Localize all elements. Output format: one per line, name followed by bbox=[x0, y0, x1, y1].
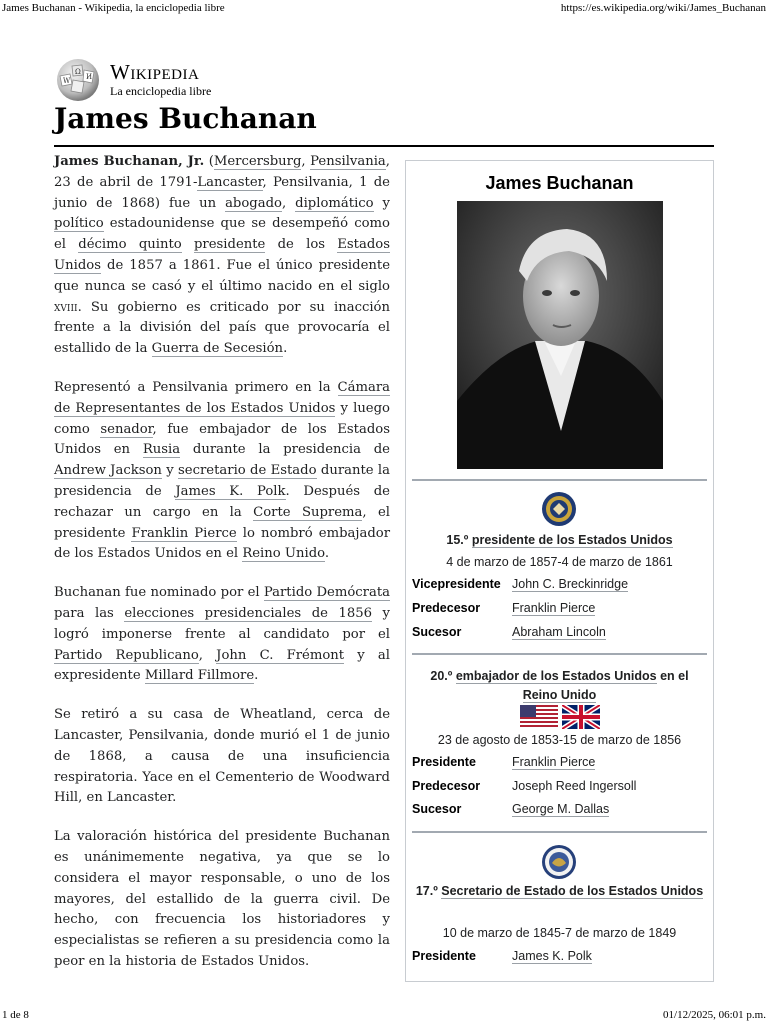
office-title-president bbox=[412, 531, 707, 550]
office-title-ambassador: 20.º embajador de los Estados Unidos en el Reino Unido bbox=[430, 669, 689, 702]
print-header-url: https://es.wikipedia.org/wiki/James_Buchanan bbox=[560, 2, 766, 14]
article-link[interactable]: secretario de Estado bbox=[178, 463, 317, 479]
article-text: y bbox=[161, 463, 179, 479]
row-label: Predecesor bbox=[412, 779, 481, 793]
article-text bbox=[182, 237, 194, 252]
article-text: de los bbox=[265, 237, 338, 253]
article-text: . bbox=[324, 546, 330, 562]
article-text: y bbox=[373, 195, 390, 211]
article-text: para las bbox=[54, 605, 125, 621]
wikipedia-globe-icon bbox=[54, 56, 102, 104]
print-header bbox=[0, 0, 768, 18]
article-text: . Después de rechazar un cargo en la bbox=[54, 483, 390, 520]
article-paragraph bbox=[54, 827, 390, 973]
article-text: durante la presidencia de bbox=[180, 442, 390, 458]
article-paragraph bbox=[54, 152, 390, 360]
article-link[interactable]: décimo quinto bbox=[78, 237, 182, 253]
wikipedia-tagline: La enciclopedia libre bbox=[110, 84, 212, 98]
article-text: ( bbox=[204, 154, 214, 169]
article-text: . bbox=[254, 668, 259, 684]
article-paragraph bbox=[54, 705, 390, 809]
wikipedia-logo[interactable] bbox=[54, 56, 254, 106]
article-text: y luego como bbox=[54, 400, 390, 437]
print-footer bbox=[0, 1006, 768, 1024]
print-header-title: James Buchanan - Wikipedia, la enciclopedia libre bbox=[2, 2, 225, 14]
article-link[interactable]: presidente bbox=[193, 237, 266, 253]
article-link[interactable]: Rusia bbox=[142, 442, 181, 458]
article-link[interactable]: Andrew Jackson bbox=[54, 463, 162, 479]
article-link[interactable]: Cámara de Representantes de los Estados Unidos bbox=[54, 379, 390, 416]
office-link-ambassador[interactable]: embajador de los Estados Unidos bbox=[455, 669, 657, 683]
article-text: La valoración histórica del presidente Buchanan es unánimemente negativa, ya que se lo considera el mayor responsable, o uno de los mayores, del estallido de la guerra civil. De hecho, con frecuencia los historiadores y especialistas se refieren a su presidencia como la peor en la historia de Estados Unidos. bbox=[54, 829, 390, 969]
article-link[interactable]: Millard Fillmore bbox=[144, 668, 255, 684]
article-text: xviii bbox=[54, 299, 78, 315]
article-text: estadounidense que se desempeñó como el bbox=[54, 216, 390, 253]
print-datetime: 01/12/2025, 06:01 p.m. bbox=[663, 1009, 766, 1021]
article-paragraph bbox=[54, 378, 390, 565]
article-paragraph bbox=[54, 583, 390, 687]
svg-text:Ω: Ω bbox=[75, 68, 81, 76]
row-value-successor[interactable]: Abraham Lincoln bbox=[512, 625, 606, 639]
article-link[interactable]: Reino Unido bbox=[242, 546, 325, 562]
presidential-seal-icon bbox=[541, 491, 577, 527]
row-label: Presidente bbox=[412, 949, 476, 963]
article-link[interactable]: elecciones presidenciales de 1856 bbox=[124, 605, 373, 621]
svg-text:W: W bbox=[63, 77, 71, 85]
article-text: Representó a Pensilvania primero en la bbox=[54, 379, 338, 395]
article-link[interactable]: Corte Suprema bbox=[253, 504, 363, 520]
article-link[interactable]: diplomático bbox=[295, 195, 374, 211]
svg-text:И: И bbox=[86, 73, 93, 81]
article-text: , el presidente bbox=[54, 504, 390, 541]
portrait-image[interactable] bbox=[457, 201, 663, 469]
row-value-predecessor[interactable]: Franklin Pierce bbox=[512, 601, 596, 615]
article-text: James Buchanan, Jr. bbox=[54, 154, 205, 169]
row-value-vicepresident[interactable]: John C. Breckinridge bbox=[512, 577, 629, 591]
article-text: , bbox=[198, 647, 217, 663]
article-link[interactable]: abogado bbox=[225, 195, 282, 211]
article-text: y al expresidente bbox=[54, 647, 391, 684]
article-link[interactable]: político bbox=[54, 216, 104, 232]
infobox bbox=[405, 160, 714, 982]
uk-flag-icon bbox=[562, 705, 600, 729]
row-value-predecessor: Joseph Reed Ingersoll bbox=[512, 779, 637, 793]
state-department-seal-icon bbox=[541, 844, 577, 880]
infobox-title: James Buchanan bbox=[485, 173, 634, 193]
row-value-president[interactable]: James K. Polk bbox=[512, 949, 592, 963]
office-link-president[interactable]: presidente de los Estados Unidos bbox=[471, 533, 673, 547]
article-link[interactable]: Mercersburg bbox=[213, 154, 302, 169]
row-value-successor[interactable]: George M. Dallas bbox=[512, 802, 610, 816]
us-flag-icon bbox=[520, 705, 558, 729]
row-label: Predecesor bbox=[412, 601, 481, 615]
article-link[interactable]: Partido Republicano bbox=[54, 647, 199, 663]
title-divider bbox=[54, 145, 714, 147]
office-dates: 23 de agosto de 1853-15 de marzo de 1856 bbox=[437, 733, 682, 747]
article-link[interactable]: James K. Polk bbox=[175, 483, 286, 499]
article-text: lo nombró embajador de los Estados Unidos en el bbox=[54, 525, 391, 562]
article-link[interactable]: Lancaster bbox=[197, 174, 263, 190]
row-label: Sucesor bbox=[412, 802, 462, 816]
article-link[interactable]: Pensilvania bbox=[310, 154, 386, 169]
article-text: Buchanan fue nominado por el bbox=[54, 585, 264, 601]
flags bbox=[520, 705, 600, 729]
article-text: durante la presidencia de bbox=[54, 463, 390, 499]
article-text: . bbox=[283, 341, 288, 357]
article-text: , bbox=[301, 154, 311, 169]
article-body bbox=[54, 152, 390, 991]
article-text: . Su gobierno es criticado por su inacción frente a la división del país que provocaría el estallido de la bbox=[54, 299, 390, 357]
office-dates: 10 de marzo de 1845-7 de marzo de 1849 bbox=[442, 926, 677, 940]
article-link[interactable]: senador bbox=[100, 421, 153, 437]
row-label: Presidente bbox=[412, 755, 476, 769]
article-link[interactable]: Franklin Pierce bbox=[131, 525, 237, 541]
infobox-divider bbox=[412, 479, 707, 481]
office-title-secretary: 17.º Secretario de Estado de los Estados Unidos bbox=[415, 884, 704, 898]
article-link[interactable]: Estados Unidos bbox=[54, 237, 390, 273]
article-text: y logró imponerse frente al candidato por el bbox=[54, 605, 390, 642]
row-value-president[interactable]: Franklin Pierce bbox=[512, 755, 596, 769]
article-link[interactable]: Guerra de Secesión bbox=[151, 341, 284, 357]
article-link[interactable]: John C. Frémont bbox=[216, 647, 345, 663]
article-text: de 1857 a 1861. Fue el único presidente que nunca se casó y el último nacido en el siglo bbox=[54, 257, 390, 294]
article-text: , bbox=[282, 195, 296, 211]
office-link-secretary[interactable]: Secretario de Estado de los Estados Unidos bbox=[441, 884, 704, 898]
office-dates: 4 de marzo de 1857-4 de marzo de 1861 bbox=[446, 555, 673, 569]
row-label: Sucesor bbox=[412, 625, 462, 639]
infobox-divider bbox=[412, 653, 707, 655]
article-text: , 23 de abril de 1791- bbox=[54, 154, 390, 190]
wikipedia-wordmark: Wikipedia bbox=[110, 60, 200, 84]
office-ordinal: 15.º bbox=[446, 533, 469, 547]
row-label: Vicepresidente bbox=[412, 577, 501, 591]
article-text: , Pensilvania, 1 de junio de 1868) fue un bbox=[54, 174, 390, 211]
office-link-uk[interactable]: Reino Unido bbox=[522, 688, 597, 702]
page-title: James Buchanan bbox=[54, 102, 317, 135]
article-text: , fue embajador de los Estados Unidos en bbox=[54, 421, 390, 458]
page-counter: 1 de 8 bbox=[2, 1009, 29, 1021]
article-text: Se retiró a su casa de Wheatland, cerca de Lancaster, Pensilvania, donde murió el 1 de junio de 1868, a causa de una insuficiencia respiratoria. Yace en el Cementerio de Woodward Hill, en Lancaster. bbox=[54, 707, 390, 806]
infobox-divider bbox=[412, 831, 707, 833]
article-link[interactable]: Partido Demócrata bbox=[263, 585, 390, 601]
